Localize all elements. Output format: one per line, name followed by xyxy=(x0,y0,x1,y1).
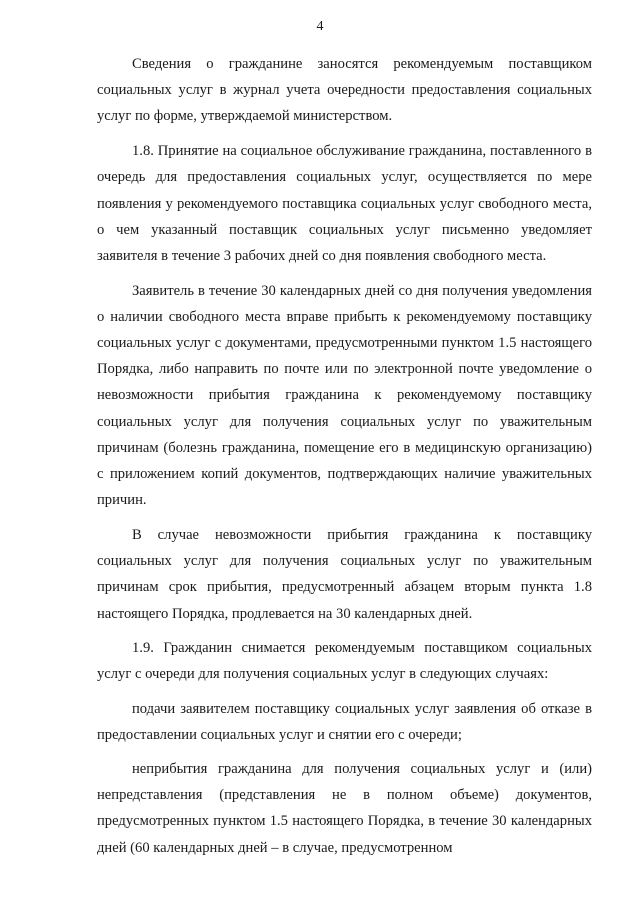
paragraph-1-9: 1.9. Гражданин снимается рекомендуемым поставщиком социальных услуг с очереди для получения социальных услуг в следующих случаях: xyxy=(97,640,592,683)
page-number: 4 xyxy=(316,19,324,34)
paragraph-applicant-arrival: Заявитель в течение 30 календарных дней со дня получения уведомления о наличии свободного места вправе прибыть к рекомендуемому поставщику социальных услуг с документами, предусмотренными пунктом 1.5 настоящего Порядка, либо направить по почте или по электронной почте уведомление о невозможности прибытия гражданина к рекомендуемому поставщику социальных услуг для получения социальных услуг по уважительным причинам (болезнь гражданина, помещение его в медицинскую организацию) с приложением копий документов, подтверждающих наличие уважительных причин. xyxy=(97,282,592,509)
paragraph-1-8: 1.8. Принятие на социальное обслуживание гражданина, поставленного в очередь для предоставления социальных услуг, осуществляется по мере появления у рекомендуемого поставщика социальных услуг свободного места, о чем указанный поставщик социальных услуг письменно уведомляет заявителя в течение 3 рабочих дней со дня появления свободного места. xyxy=(97,143,592,264)
paragraph-registration-info: Сведения о гражданине заносятся рекомендуемым поставщиком социальных услуг в журнал учета очередности предоставления социальных услуг по форме, утверждаемой министерством. xyxy=(97,56,592,125)
paragraph-non-arrival-case: неприбытия гражданина для получения социальных услуг и (или) непредставления (представления не в полном объеме) документов, предусмотренных пунктом 1.5 настоящего Порядка, в течение 30 календарных дней (60 календарных дней – в случае, предусмотренном xyxy=(97,761,592,856)
document-body xyxy=(97,51,592,869)
paragraph-refusal-case: подачи заявителем поставщику социальных услуг заявления об отказе в предоставлении социальных услуг и снятии его с очереди; xyxy=(97,700,592,743)
paragraph-extension: В случае невозможности прибытия гражданина к поставщику социальных услуг для получения социальных услуг по уважительным причинам срок прибытия, предусмотренный абзацем вторым пункта 1.8 настоящего Порядка, продлевается на 30 календарных дней. xyxy=(97,526,592,622)
